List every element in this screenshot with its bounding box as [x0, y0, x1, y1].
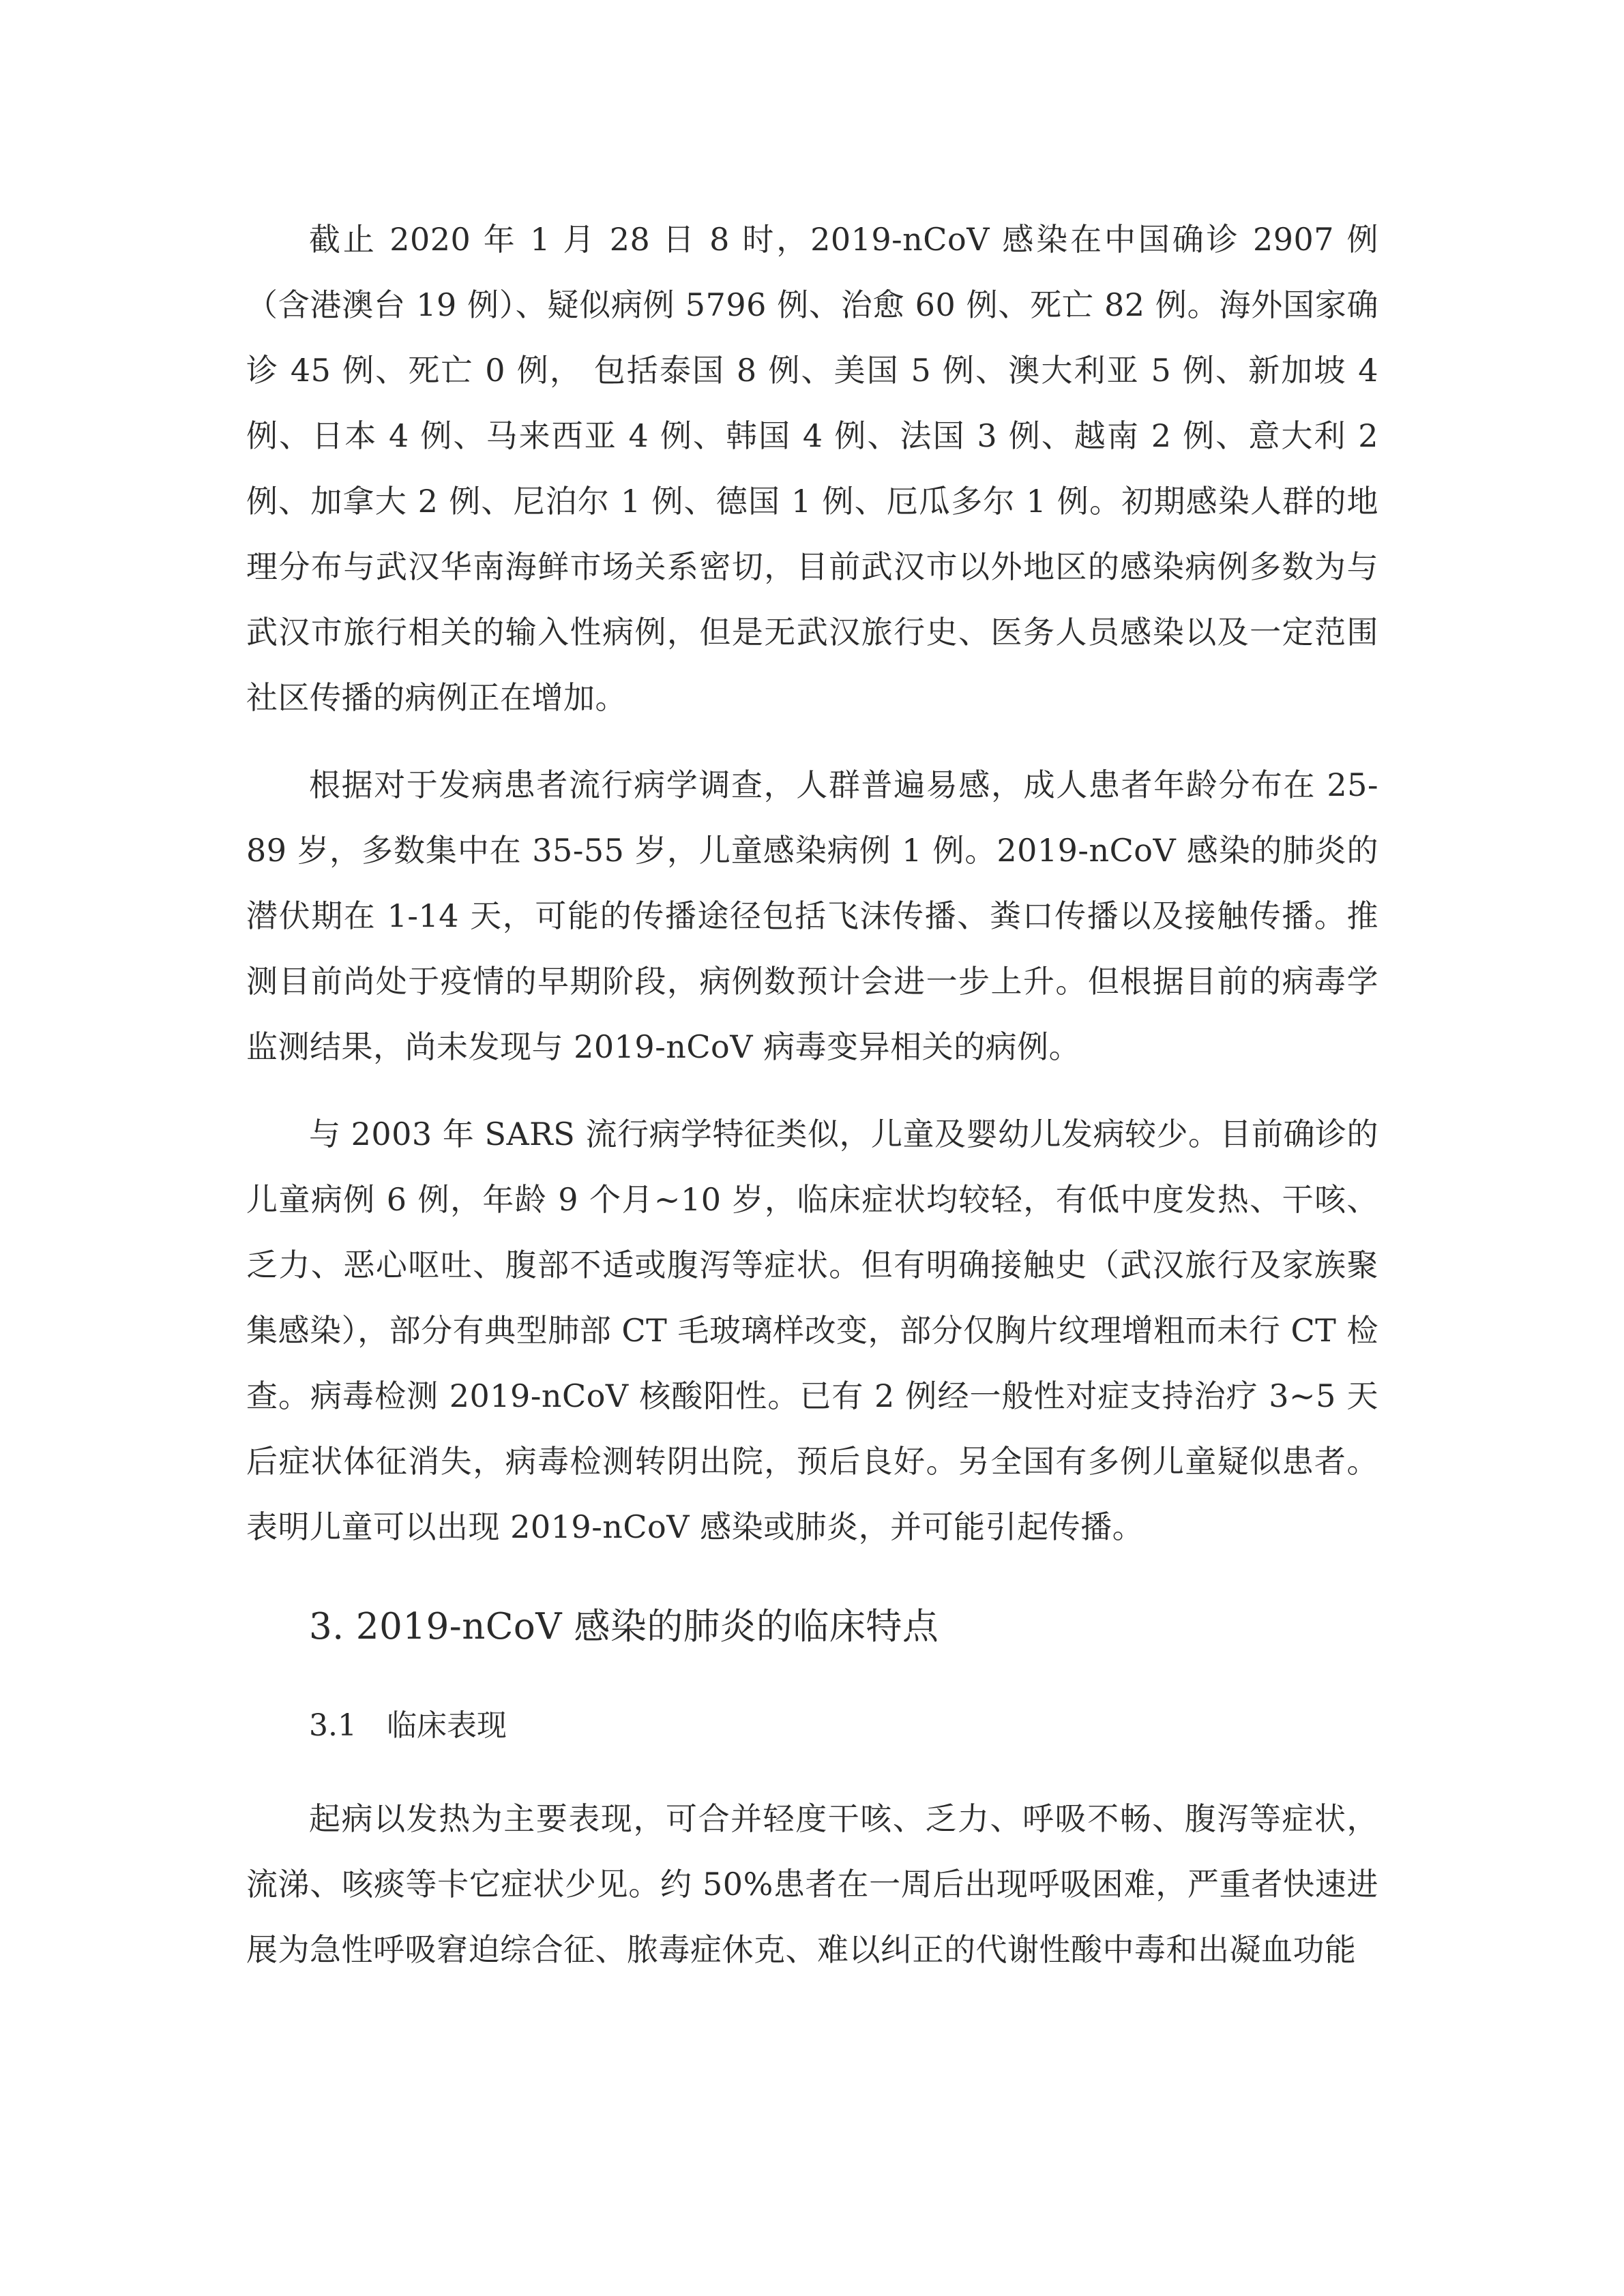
- paragraph-epidemiological-survey: 根据对于发病患者流行病学调查，人群普遍易感，成人患者年龄分布在 25-89 岁，多数集中在 35-55 岁，儿童感染病例 1 例。2019-nCoV 感染的肺炎的潜伏期在 1-14 天，可能的传播途径包括飞沫传播、粪口传播以及接触传播。推测目前尚处于疫情的早期阶段，病例数预计会进一步上升。但根据目前的病毒学监测结果，尚未发现与 2019-nCoV 病毒变异相关的病例。: [246, 766, 1378, 1065]
- section-heading: 3. 2019-nCoV 感染的肺炎的临床特点: [309, 1606, 939, 1648]
- subsection-heading: 3.1 临床表现: [309, 1708, 507, 1743]
- paragraph-epidemic-statistics: 截止 2020 年 1 月 28 日 8 时，2019-nCoV 感染在中国确诊 2907 例（含港澳台 19 例）、疑似病例 5796 例、治愈 60 例、死亡 82 例。海外国家确诊 45 例、死亡 0 例， 包括泰国 8 例、美国 5 例、澳大利亚 5 例、新加坡 4 例、日本 4 例、马来西亚 4 例、韩国 4 例、法国 3 例、越南 2 例、意大利 2 例、加拿大 2 例、尼泊尔 1 例、德国 1 例、厄瓜多尔 1 例。初期感染人群的地理分布与武汉华南海鲜市场关系密切，目前武汉市以外地区的感染病例多数为与武汉市旅行相关的输入性病例，但是无武汉旅行史、医务人员感染以及一定范围社区传播的病例正在增加。: [246, 221, 1378, 716]
- paragraph-pediatric-cases: 与 2003 年 SARS 流行病学特征类似，儿童及婴幼儿发病较少。目前确诊的儿童病例 6 例，年龄 9 个月~10 岁，临床症状均较轻，有低中度发热、干咳、乏力、恶心呕吐、腹部不适或腹泻等症状。但有明确接触史（武汉旅行及家族聚集感染），部分有典型肺部 CT 毛玻璃样改变，部分仅胸片纹理增粗而未行 CT 检查。病毒检测 2019-nCoV 核酸阳性。已有 2 例经一般性对症支持治疗 3~5 天后症状体征消失，病毒检测转阴出院，预后良好。另全国有多例儿童疑似患者。表明儿童可以出现 2019-nCoV 感染或肺炎，并可能引起传播。: [246, 1116, 1378, 1545]
- document-body: [246, 207, 1378, 1982]
- paragraph-clinical-manifestations: 起病以发热为主要表现，可合并轻度干咳、乏力、呼吸不畅、腹泻等症状，流涕、咳痰等卡它症状少见。约 50%患者在一周后出现呼吸困难，严重者快速进展为急性呼吸窘迫综合征、脓毒症休克、难以纠正的代谢性酸中毒和出凝血功能: [246, 1800, 1378, 1968]
